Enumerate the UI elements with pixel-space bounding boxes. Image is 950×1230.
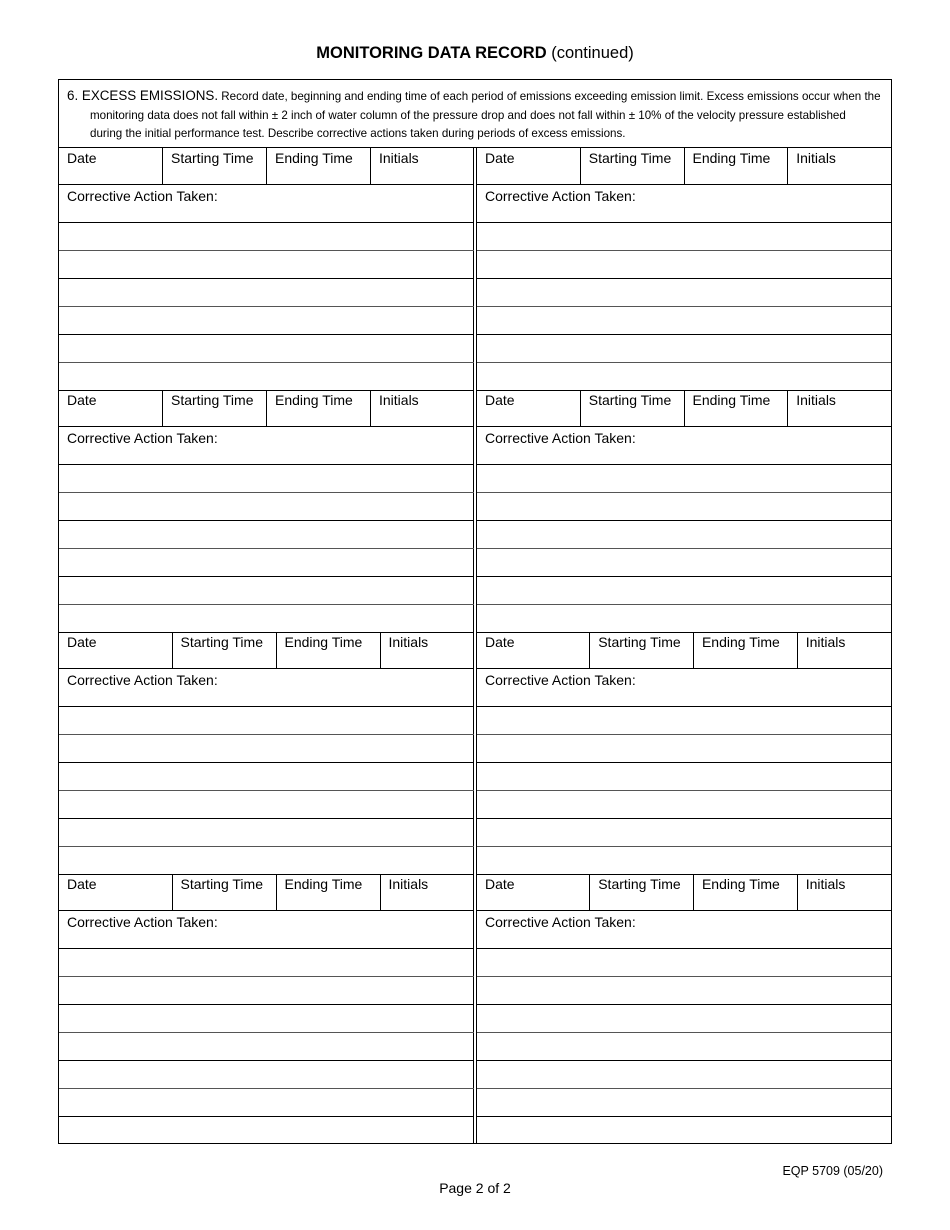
starting-time-field[interactable] [163, 148, 267, 184]
section-instructions [59, 80, 891, 148]
date-label: Date [485, 876, 515, 892]
corrective-action-line[interactable] [477, 223, 891, 251]
starting-time-field[interactable] [173, 874, 277, 910]
date-field[interactable] [477, 390, 581, 426]
ending-time-label: Ending Time [284, 876, 363, 892]
corrective-action-line[interactable] [59, 251, 474, 279]
starting-time-label: Starting Time [588, 392, 672, 408]
corrective-action-line[interactable] [59, 763, 474, 791]
corrective-action-line[interactable] [59, 577, 474, 605]
date-label: Date [67, 150, 97, 166]
starting-time-label: Starting Time [180, 876, 263, 892]
corrective-action-line[interactable] [477, 521, 891, 549]
entry-header-row [477, 148, 891, 185]
initials-field[interactable] [371, 390, 474, 426]
starting-time-label: Starting Time [180, 634, 263, 650]
corrective-action-line[interactable] [59, 707, 474, 735]
corrective-action-line[interactable] [477, 605, 891, 633]
initials-label: Initials [388, 634, 429, 650]
corrective-action-line[interactable] [477, 307, 891, 335]
entry-header-row [59, 874, 474, 911]
corrective-action-line[interactable] [59, 465, 474, 493]
excess-emission-entry [59, 874, 474, 1144]
initials-label: Initials [796, 150, 836, 166]
date-field[interactable] [477, 874, 590, 910]
corrective-action-line[interactable] [477, 707, 891, 735]
title-bold: MONITORING DATA RECORD [316, 44, 547, 62]
date-field[interactable] [477, 632, 590, 668]
starting-time-label: Starting Time [598, 876, 681, 892]
entry-header-row [477, 874, 891, 911]
starting-time-label: Starting Time [171, 150, 254, 166]
date-field[interactable] [59, 148, 163, 184]
left-column [59, 148, 474, 1144]
title-continued: (continued) [546, 44, 634, 62]
date-label: Date [67, 634, 97, 650]
form-number: EQP 5709 (05/20) [782, 1164, 883, 1178]
corrective-action-line[interactable] [59, 791, 474, 819]
corrective-action-line[interactable] [59, 1089, 474, 1117]
ending-time-label: Ending Time [275, 392, 353, 408]
corrective-action-line[interactable] [59, 735, 474, 763]
entry-header-row [59, 390, 474, 427]
entry-header-row [59, 148, 474, 185]
initials-label: Initials [805, 634, 846, 650]
ending-time-label: Ending Time [701, 876, 780, 892]
corrective-action-line[interactable] [59, 977, 474, 1005]
corrective-action-line[interactable] [59, 1061, 474, 1089]
corrective-action-line[interactable] [59, 949, 474, 977]
starting-time-field[interactable] [581, 148, 685, 184]
corrective-action-line[interactable] [477, 335, 891, 363]
corrective-action-line[interactable] [477, 251, 891, 279]
corrective-action-line[interactable] [59, 363, 474, 391]
initials-field[interactable] [788, 390, 891, 426]
corrective-action-label: Corrective Action Taken: [477, 427, 891, 465]
entry-header-row [59, 632, 474, 669]
excess-emission-entry [477, 390, 891, 632]
starting-time-label: Starting Time [598, 634, 681, 650]
page-title [0, 44, 950, 63]
excess-emission-entry [59, 632, 474, 874]
initials-label: Initials [379, 150, 419, 166]
page-number: Page 2 of 2 [439, 1180, 511, 1196]
ending-time-field[interactable] [694, 874, 798, 910]
corrective-action-line[interactable] [59, 847, 474, 875]
starting-time-field[interactable] [173, 632, 277, 668]
date-label: Date [485, 150, 515, 166]
corrective-action-line[interactable] [477, 763, 891, 791]
right-column [477, 148, 891, 1144]
ending-time-field[interactable] [277, 632, 381, 668]
initials-field[interactable] [371, 148, 474, 184]
corrective-action-line[interactable] [477, 549, 891, 577]
initials-field[interactable] [798, 632, 891, 668]
corrective-action-line[interactable] [59, 1005, 474, 1033]
ending-time-field[interactable] [267, 390, 371, 426]
excess-emission-entry [59, 148, 474, 390]
date-label: Date [67, 392, 97, 408]
starting-time-field[interactable] [163, 390, 267, 426]
corrective-action-line[interactable] [59, 605, 474, 633]
excess-emissions-form [58, 79, 892, 1144]
corrective-action-line[interactable] [59, 279, 474, 307]
excess-emission-entry [477, 148, 891, 390]
ending-time-label: Ending Time [275, 150, 353, 166]
initials-field[interactable] [381, 874, 475, 910]
entry-header-row [477, 632, 891, 669]
ending-time-label: Ending Time [692, 150, 771, 166]
date-field[interactable] [59, 632, 173, 668]
corrective-action-line[interactable] [59, 1117, 474, 1145]
corrective-action-label: Corrective Action Taken: [477, 911, 891, 949]
corrective-action-label: Corrective Action Taken: [59, 911, 474, 949]
initials-label: Initials [805, 876, 846, 892]
excess-emission-entry [59, 390, 474, 632]
corrective-action-line[interactable] [477, 465, 891, 493]
corrective-action-line[interactable] [477, 1089, 891, 1117]
corrective-action-line[interactable] [59, 819, 474, 847]
ending-time-label: Ending Time [701, 634, 780, 650]
initials-field[interactable] [381, 632, 475, 668]
corrective-action-line[interactable] [477, 577, 891, 605]
corrective-action-line[interactable] [59, 549, 474, 577]
initials-field[interactable] [788, 148, 891, 184]
corrective-action-line[interactable] [477, 977, 891, 1005]
corrective-action-line[interactable] [477, 819, 891, 847]
ending-time-label: Ending Time [692, 392, 771, 408]
date-label: Date [67, 876, 97, 892]
corrective-action-line[interactable] [477, 279, 891, 307]
date-field[interactable] [59, 874, 173, 910]
corrective-action-line[interactable] [59, 223, 474, 251]
corrective-action-line[interactable] [59, 335, 474, 363]
date-field[interactable] [59, 390, 163, 426]
ending-time-label: Ending Time [284, 634, 363, 650]
corrective-action-line[interactable] [59, 1033, 474, 1061]
corrective-action-line[interactable] [477, 1033, 891, 1061]
ending-time-field[interactable] [685, 148, 789, 184]
entry-header-row [477, 390, 891, 427]
starting-time-label: Starting Time [588, 150, 672, 166]
corrective-action-line[interactable] [59, 307, 474, 335]
initials-label: Initials [796, 392, 836, 408]
corrective-action-label: Corrective Action Taken: [477, 669, 891, 707]
initials-label: Initials [379, 392, 419, 408]
excess-emission-entry [477, 632, 891, 874]
corrective-action-label: Corrective Action Taken: [477, 185, 891, 223]
starting-time-field[interactable] [590, 874, 694, 910]
corrective-action-line[interactable] [477, 1061, 891, 1089]
corrective-action-line[interactable] [477, 791, 891, 819]
ending-time-field[interactable] [694, 632, 798, 668]
corrective-action-line[interactable] [477, 1005, 891, 1033]
corrective-action-label: Corrective Action Taken: [59, 427, 474, 465]
ending-time-field[interactable] [267, 148, 371, 184]
corrective-action-line[interactable] [59, 493, 474, 521]
section-text: Record date, beginning and ending time of each period of emissions exceeding emission limit. Excess emissions occur when the monitoring data does not fall within ± 2 inch of water column of the pressure drop and does not fall within ± 10% of the velocity pressure established during the initial performance test. Describe corrective actions taken during periods of excess emissions. [90, 90, 881, 140]
section-heading: 6. EXCESS EMISSIONS. [67, 88, 219, 103]
initials-label: Initials [388, 876, 429, 892]
corrective-action-line[interactable] [477, 493, 891, 521]
starting-time-field[interactable] [590, 632, 694, 668]
corrective-action-label: Corrective Action Taken: [59, 669, 474, 707]
corrective-action-line[interactable] [477, 735, 891, 763]
date-label: Date [485, 392, 515, 408]
ending-time-field[interactable] [277, 874, 381, 910]
corrective-action-line[interactable] [477, 1117, 891, 1145]
excess-emission-entry [477, 874, 891, 1144]
date-label: Date [485, 634, 515, 650]
corrective-action-line[interactable] [477, 949, 891, 977]
corrective-action-line[interactable] [477, 363, 891, 391]
corrective-action-line[interactable] [59, 521, 474, 549]
ending-time-field[interactable] [685, 390, 789, 426]
starting-time-label: Starting Time [171, 392, 254, 408]
date-field[interactable] [477, 148, 581, 184]
starting-time-field[interactable] [581, 390, 685, 426]
corrective-action-line[interactable] [477, 847, 891, 875]
initials-field[interactable] [798, 874, 891, 910]
corrective-action-label: Corrective Action Taken: [59, 185, 474, 223]
